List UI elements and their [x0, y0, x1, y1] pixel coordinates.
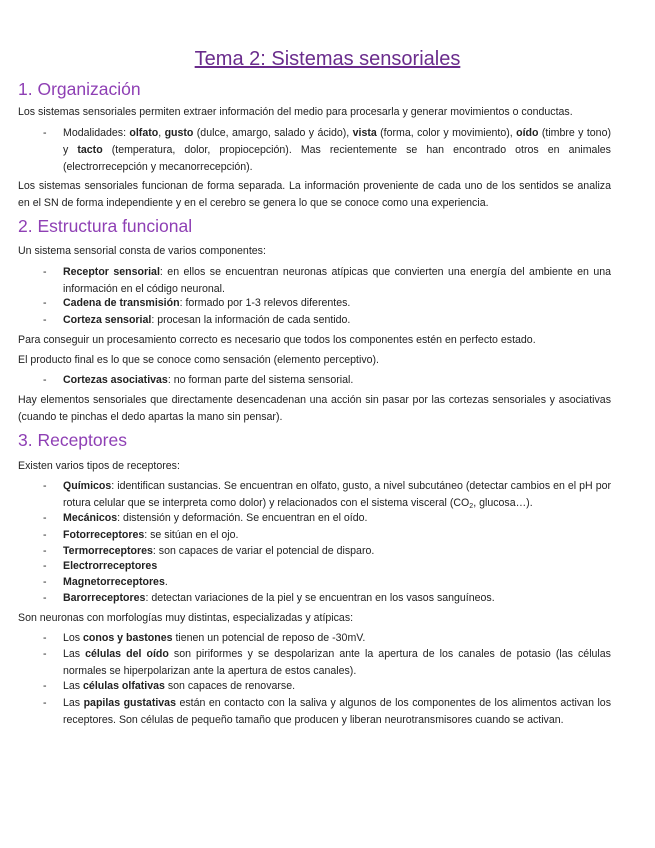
list-item: - Corteza sensorial: procesan la información de cada sentido. — [43, 314, 351, 326]
paragraph: El producto final es lo que se conoce como sensación (elemento perceptivo). — [18, 354, 379, 366]
paragraph: Los sistemas sensoriales funcionan de forma separada. La información proveniente de cada uno de los sentidos se analiza en el SN de forma independiente y en el cerebro se genera lo que se conoce como una experiencia. — [18, 180, 611, 209]
list-item: - Las células del oído son piriformes y se despolarizan ante la apertura de los canales de potasio (las células normales se hiperpolarizan ante la apertura de estos canales). — [43, 648, 611, 677]
paragraph: Hay elementos sensoriales que directamente desencadenan una acción sin pasar por las cortezas sensoriales y asociativas (cuando te pinchas el dedo apartas la mano sin pensar). — [18, 394, 611, 423]
list-item: - Químicos: identifican sustancias. Se encuentran en olfato, gusto, a nivel subcutáneo (detectar cambios en el pH por rotura celular que se interpreta como dolor) y relacionados con el sistema visceral ($CO_2$, glucosa…). — [43, 480, 611, 510]
paragraph: Los sistemas sensoriales permiten extraer información del medio para procesarla y generar movimientos o conductas. — [18, 106, 573, 118]
list-item: - Las papilas gustativas están en contacto con la saliva y algunos de los componentes de los alimentos activan los receptores. Son células de pequeño tamaño que producen y liberan neurotransmisores cuando se activan. — [43, 697, 611, 726]
list-item: - Receptor sensorial: en ellos se encuentran neuronas atípicas que convierten una energía del ambiente en una información en el código neuronal. — [43, 266, 612, 295]
list-item: - Barorreceptores: detectan variaciones de la piel y se encuentran en los vasos sanguíneos. — [43, 592, 495, 604]
list-item: - Electrorreceptores — [43, 560, 158, 572]
section-heading-organizacion: 1. Organización — [18, 79, 141, 99]
list-item-modalidades: - Modalidades: olfato, gusto (dulce, amargo, salado y ácido), vista (forma, color y movimiento), oído (timbre y tono) y tacto (temperatura, dolor, propiocepción). Mas recientemente se han encontrado otros en animales (electrorrecepción y mecanorrecepción). — [43, 127, 611, 173]
list-item: - Cortezas asociativas: no forman parte del sistema sensorial. — [43, 374, 354, 386]
list-item: - Fotorreceptores: se sitúan en el ojo. — [43, 529, 239, 541]
paragraph: Son neuronas con morfologías muy distintas, especializadas y atípicas: — [18, 612, 354, 624]
list-item: - Los conos y bastones tienen un potencial de reposo de -30mV. — [43, 632, 366, 644]
list-item: - Cadena de transmisión: formado por 1-3 relevos diferentes. — [43, 297, 351, 309]
paragraph: Un sistema sensorial consta de varios componentes: — [18, 245, 266, 257]
document-title: Tema 2: Sistemas sensoriales — [194, 48, 461, 70]
list-item: - Mecánicos: distensión y deformación. Se encuentran en el oído. — [43, 512, 368, 524]
paragraph: Para conseguir un procesamiento correcto es necesario que todos los componentes estén en perfecto estado. — [18, 334, 536, 346]
section-heading-receptores: 3. Receptores — [18, 430, 127, 450]
section-heading-estructura: 2. Estructura funcional — [18, 216, 193, 236]
bullet-dash: - — [43, 127, 47, 139]
list-item: - Las células olfativas son capaces de renovarse. — [43, 680, 296, 692]
paragraph: Existen varios tipos de receptores: — [18, 460, 180, 472]
list-item: - Magnetorreceptores. — [43, 576, 168, 588]
list-item: - Termorreceptores: son capaces de variar el potencial de disparo. — [43, 545, 375, 557]
